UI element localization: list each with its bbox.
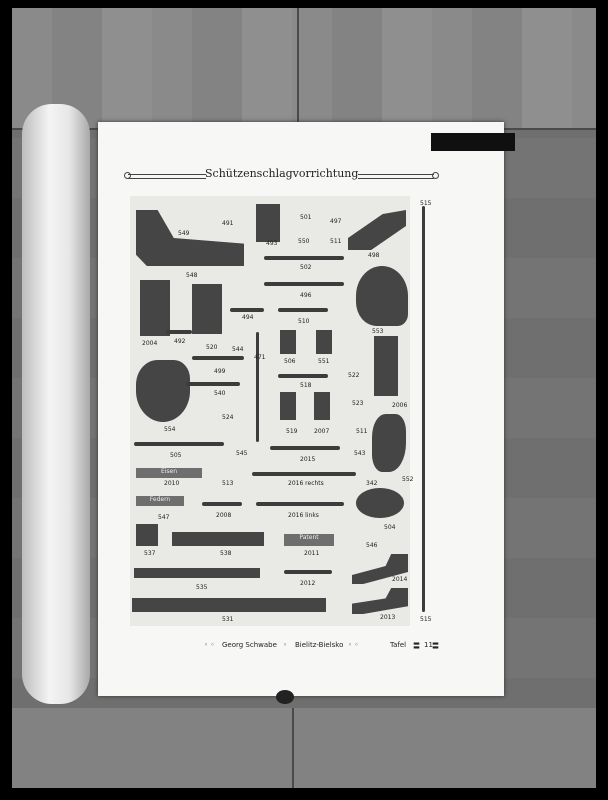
part-2007 [314, 392, 330, 420]
part-2012 [284, 570, 332, 574]
part-535 [134, 568, 260, 578]
part-label: 511 [356, 428, 368, 435]
part-label: 551 [318, 358, 330, 365]
stamp-patent: Patent [284, 534, 334, 546]
part-label: 2016 links [288, 512, 319, 519]
part-2013 [352, 588, 408, 614]
part-label: 519 [286, 428, 298, 435]
part-label: 2016 rechts [288, 480, 324, 487]
part-label: 491 [222, 220, 234, 227]
board-seam [297, 8, 299, 128]
part-label: 499 [214, 368, 226, 375]
part-label: 510 [298, 318, 310, 325]
part-label: 522 [348, 372, 360, 379]
rolled-paper [22, 104, 90, 704]
part-label: 549 [178, 230, 190, 237]
part-label: 545 [236, 450, 248, 457]
part-505 [134, 442, 224, 446]
part-label: 524 [222, 414, 234, 421]
part-538 [172, 532, 264, 546]
part-label: 515 [420, 616, 432, 623]
part-label: 544 [232, 346, 244, 353]
stamp-eisen: Eisen [136, 468, 202, 478]
part-label: 523 [352, 400, 364, 407]
title-ornament [124, 172, 131, 179]
part-520 [192, 284, 222, 334]
part-label: 520 [206, 344, 218, 351]
part-label: 2007 [314, 428, 330, 435]
footer-bullets: ◦ ◦ [348, 641, 359, 649]
footer-company: Georg Schwabe [222, 641, 277, 649]
part-label: 2004 [142, 340, 158, 347]
footer-plate: Tafel [390, 641, 407, 649]
part-label: 535 [196, 584, 208, 591]
part-label: 513 [222, 480, 234, 487]
wood-board-top [12, 8, 596, 128]
part-2016-rechts [252, 472, 356, 476]
footer-rule: 〓 [432, 642, 439, 650]
part-label: 550 [298, 238, 310, 245]
part-515 [422, 206, 425, 612]
part-label: 518 [300, 382, 312, 389]
part-label: 502 [300, 264, 312, 271]
part-label: 2010 [164, 480, 180, 487]
part-label: 2015 [300, 456, 316, 463]
part-label: 471 [254, 354, 266, 361]
part-496 [264, 282, 344, 286]
part-531 [132, 598, 326, 612]
binder-clip [276, 690, 294, 704]
part-label: 506 [284, 358, 296, 365]
part-2016-links [256, 502, 344, 506]
footer-plate-number: 11 [424, 641, 433, 649]
part-label: 342 [366, 480, 378, 487]
part-label: 554 [164, 426, 176, 433]
part-499 [192, 356, 244, 360]
part-label: 501 [300, 214, 312, 221]
part-506 [280, 330, 296, 354]
part-label: 2012 [300, 580, 316, 587]
part-2008 [202, 502, 242, 506]
part-label: 548 [186, 272, 198, 279]
parts-catalog [130, 196, 432, 626]
part-518 [278, 374, 328, 378]
page-title: Schützenschlagvorrichtung [205, 167, 359, 180]
part-551 [316, 330, 332, 354]
footer-rule: 〓 [413, 642, 420, 650]
wood-board-bottom [12, 708, 596, 788]
part-label: 547 [158, 514, 170, 521]
stamp-federn: Federn [136, 496, 184, 506]
part-548 [136, 210, 244, 266]
part-label: 505 [170, 452, 182, 459]
part-label: 2014 [392, 576, 408, 583]
part-554 [136, 360, 190, 422]
part-552 [372, 414, 406, 472]
part-label: 553 [372, 328, 384, 335]
part-494 [230, 308, 264, 312]
part-519 [280, 392, 296, 420]
part-label: 2011 [304, 550, 320, 557]
title-rule-left [128, 174, 206, 179]
part-471 [256, 332, 259, 442]
part-label: 515 [420, 200, 432, 207]
part-label: 496 [300, 292, 312, 299]
part-label: 493 [266, 240, 278, 247]
part-label: 552 [402, 476, 414, 483]
part-553 [356, 266, 408, 326]
part-540 [186, 382, 240, 386]
part-2006 [374, 336, 398, 396]
part-label: 538 [220, 550, 232, 557]
part-label: 497 [330, 218, 342, 225]
part-label: 537 [144, 550, 156, 557]
part-492 [166, 330, 192, 334]
part-504 [356, 488, 404, 518]
title-ornament [432, 172, 439, 179]
part-2015 [270, 446, 340, 450]
part-label: 540 [214, 390, 226, 397]
footer-city: Bielitz-Bielsko [295, 641, 344, 649]
part-label: 543 [354, 450, 366, 457]
part-label: 494 [242, 314, 254, 321]
footer-separator: ◦ [283, 641, 288, 649]
part-2004 [140, 280, 170, 336]
part-label: 2006 [392, 402, 408, 409]
part-label: 531 [222, 616, 234, 623]
part-502 [264, 256, 344, 260]
part-537 [136, 524, 158, 546]
part-label: 504 [384, 524, 396, 531]
dark-strip [431, 133, 515, 151]
part-label: 498 [368, 252, 380, 259]
part-label: 2013 [380, 614, 396, 621]
footer-bullets: ◦ ◦ [204, 641, 215, 649]
board-seam [292, 708, 294, 788]
part-493 [256, 204, 280, 242]
part-label: 511 [330, 238, 342, 245]
title-rule-right [358, 174, 434, 179]
part-label: 492 [174, 338, 186, 345]
part-label: 2008 [216, 512, 232, 519]
part-510 [278, 308, 328, 312]
part-label: 546 [366, 542, 378, 549]
part-498 [348, 210, 406, 250]
